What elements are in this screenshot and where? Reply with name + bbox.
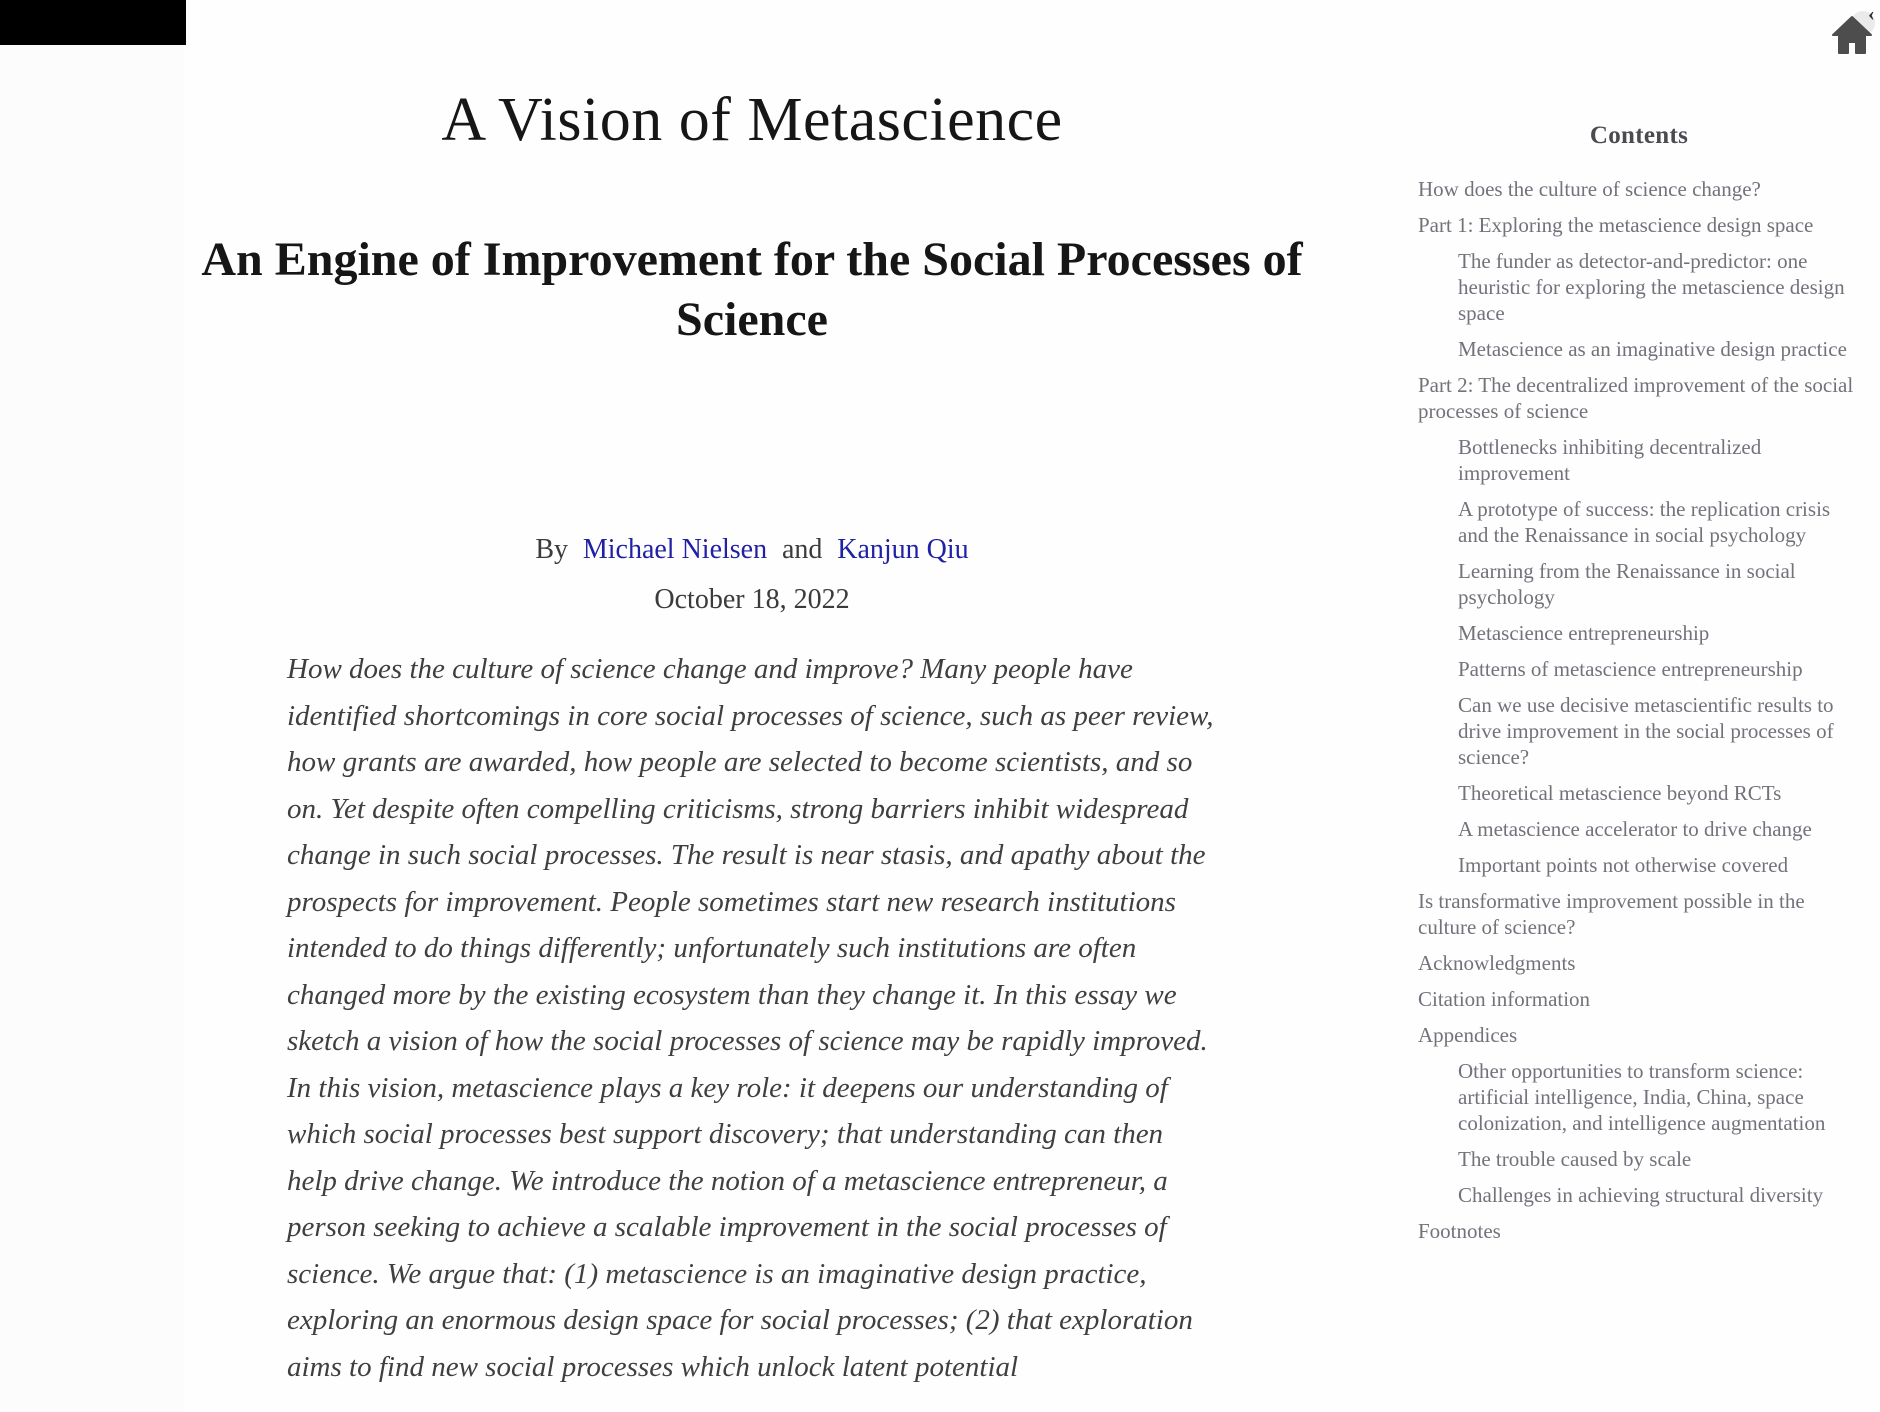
- byline-conjunction: and: [781, 534, 823, 566]
- publication-date: October 18, 2022: [654, 584, 850, 616]
- contents-item[interactable]: Acknowledgments: [1418, 951, 1576, 975]
- main-column: [184, 0, 1320, 1390]
- contents-item[interactable]: Part 1: Exploring the metascience design space: [1418, 213, 1814, 237]
- top-left-black-bar: [0, 0, 186, 45]
- contents-item[interactable]: Challenges in achieving structural diversity: [1458, 1183, 1824, 1207]
- home-icon: [1824, 6, 1880, 62]
- contents-item[interactable]: Appendices: [1418, 1023, 1518, 1047]
- contents-item[interactable]: The trouble caused by scale: [1458, 1147, 1692, 1171]
- author-link-kanjun-qiu[interactable]: Kanjun Qiu: [837, 534, 969, 566]
- page-title: A Vision of Metascience: [441, 86, 1063, 154]
- author-link-michael-nielsen[interactable]: Michael Nielsen: [582, 534, 768, 566]
- byline: [184, 530, 1320, 570]
- contents-item[interactable]: Theoretical metascience beyond RCTs: [1458, 781, 1782, 805]
- contents-item[interactable]: Other opportunities to transform science: artificial intelligence, India, China, space colonization, and intelligence augmentation: [1458, 1059, 1826, 1135]
- contents-item[interactable]: Bottlenecks inhibiting decentralized improvement: [1458, 435, 1762, 485]
- contents-item[interactable]: A metascience accelerator to drive change: [1458, 817, 1812, 841]
- chevron-icon: ‹: [1868, 6, 1875, 25]
- contents-item[interactable]: Can we use decisive metascientific results to drive improvement in the social processes of science?: [1458, 693, 1834, 769]
- contents-item[interactable]: Metascience as an imaginative design practice: [1458, 337, 1847, 361]
- contents-item[interactable]: Learning from the Renaissance in social psychology: [1458, 559, 1796, 609]
- contents-list: [1418, 176, 1860, 1244]
- contents-item[interactable]: Metascience entrepreneurship: [1458, 621, 1710, 645]
- home-button[interactable]: [1824, 6, 1880, 62]
- page-subtitle: An Engine of Improvement for the Social Processes of Science: [201, 233, 1303, 347]
- contents-item[interactable]: How does the culture of science change?: [1418, 177, 1761, 201]
- contents-item[interactable]: The funder as detector-and-predictor: one heuristic for exploring the metascience design space: [1458, 249, 1845, 325]
- contents-item[interactable]: Is transformative improvement possible in the culture of science?: [1418, 889, 1805, 939]
- contents-item[interactable]: Patterns of metascience entrepreneurship: [1458, 657, 1803, 681]
- contents-sidebar: [1418, 122, 1860, 1254]
- abstract-paragraph: How does the culture of science change and improve? Many people have identified shortcomings in core social processes of science, such as peer review, how grants are awarded, how people are selected to become scientists, and so on. Yet despite often compelling criticisms, strong barriers inhibit widespread change in such social processes. The result is near stasis, and apathy about the prospects for improvement. People sometimes start new research institutions intended to do things differently; unfortunately such institutions are often changed more by the existing ecosystem than they change it. In this essay we sketch a vision of how the social processes of science may be rapidly improved. In this vision, metascience plays a key role: it deepens our understanding of which social processes best support discovery; that understanding can then help drive change. We introduce the notion of a metascience entrepreneur, a person seeking to achieve a scalable improvement in the social processes of science. We argue that: (1) metascience is an imaginative design practice, exploring an enormous design space for social processes; (2) that exploration aims to find new social processes which unlock latent potential: [287, 653, 1214, 1383]
- contents-item[interactable]: Citation information: [1418, 987, 1591, 1011]
- byline-prefix: By: [535, 534, 569, 566]
- contents-item[interactable]: Important points not otherwise covered: [1458, 853, 1789, 877]
- contents-item[interactable]: A prototype of success: the replication crisis and the Renaissance in social psychology: [1458, 497, 1831, 547]
- contents-item[interactable]: Footnotes: [1418, 1219, 1501, 1243]
- contents-heading: Contents: [1589, 122, 1689, 149]
- contents-item[interactable]: Part 2: The decentralized improvement of the social processes of science: [1418, 373, 1854, 423]
